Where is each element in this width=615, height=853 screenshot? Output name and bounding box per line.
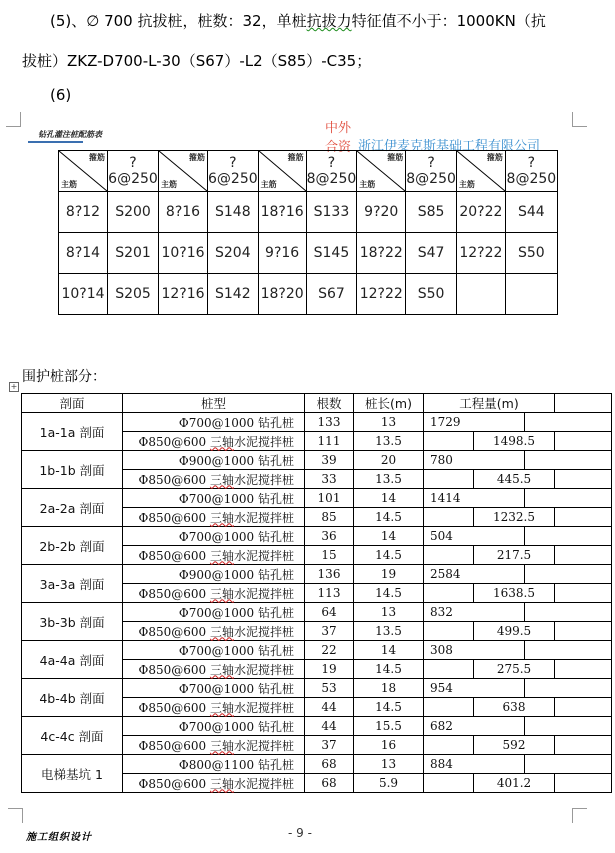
table-row [22, 527, 612, 546]
paragraph-5-text-a: (5)、∅ 700 抗拔桩，桩数：32，单桩 [50, 12, 307, 30]
length-cell: 5.9 [354, 774, 424, 793]
length-cell: 13.5 [354, 432, 424, 451]
quantity-cell: 884 [424, 755, 525, 774]
rebar-cell: S47 [406, 233, 457, 274]
pile-type-text: Φ850@600 [138, 510, 210, 525]
pile-type-cell [123, 508, 305, 527]
rebar-table [58, 150, 558, 315]
heading-underline [28, 141, 83, 143]
watermark-company: 浙江伊麦克斯基础工程有限公司 [358, 139, 541, 154]
quantity-cell [424, 470, 474, 489]
count-cell: 133 [305, 413, 354, 432]
pile-type-cell [123, 698, 305, 717]
count-cell: 53 [305, 679, 354, 698]
footer-left-text: 施工组织设计 [26, 832, 92, 843]
diag-bottom-label: 主筋 [359, 180, 376, 189]
pile-type-text: 三轴 [209, 662, 234, 677]
quantity-cell-blank [555, 736, 612, 755]
quantity-cell [424, 660, 474, 679]
rebar-cell: 18?20 [258, 274, 306, 315]
quantity-cell: 832 [424, 603, 525, 622]
pile-type-text: Φ850@600 [138, 548, 210, 563]
length-cell: 14.5 [354, 584, 424, 603]
quantity-cell [525, 603, 612, 622]
pile-type-cell: Φ800@1100 钻孔桩 [123, 755, 305, 774]
rebar-cell: 12?22 [456, 233, 505, 274]
pile-type-cell: Φ700@1000 钻孔桩 [123, 527, 305, 546]
rebar-cell: S50 [505, 233, 557, 274]
rebar-row [59, 274, 558, 315]
quantity-cell: 504 [424, 527, 525, 546]
count-cell: 22 [305, 641, 354, 660]
rebar-cell: 18?16 [258, 192, 306, 233]
paragraph-6-label: (6) [50, 86, 72, 104]
stirrup-cell: ?6@250 [108, 151, 159, 192]
quantity-cell: 2584 [424, 565, 525, 584]
pile-type-text: 水泥搅拌桩 [233, 472, 294, 487]
table-move-handle-icon[interactable]: + [10, 382, 18, 391]
pile-type-text: 三轴 [209, 586, 234, 601]
table-row [22, 603, 612, 622]
count-cell: 85 [305, 508, 354, 527]
crop-mark-top-right [572, 112, 587, 127]
diag-top-label: 箍筋 [486, 153, 503, 162]
table-row [22, 717, 612, 736]
diag-top-label: 箍筋 [387, 153, 404, 162]
length-cell: 13 [354, 413, 424, 432]
rebar-cell: S148 [208, 192, 259, 233]
stirrup-cell: ?8@250 [505, 151, 557, 192]
rebar-cell: S201 [108, 233, 159, 274]
table-row [22, 489, 612, 508]
count-cell: 36 [305, 527, 354, 546]
count-cell: 101 [305, 489, 354, 508]
crop-mark-bottom-right [572, 808, 587, 823]
quantity-cell [525, 565, 612, 584]
section-title: 围护桩部分： [22, 369, 106, 385]
diag-bottom-label: 主筋 [61, 180, 77, 189]
quantity-cell: 308 [424, 641, 525, 660]
pile-type-cell [123, 736, 305, 755]
rebar-cell [456, 274, 505, 315]
diag-top-label: 箍筋 [287, 153, 304, 162]
quantity-cell [525, 679, 612, 698]
quantity-cell [424, 584, 474, 603]
watermark-label-1: 中外 [325, 121, 352, 136]
rebar-cell [505, 274, 557, 315]
length-cell: 14.5 [354, 508, 424, 527]
pile-table [21, 393, 612, 793]
section-cell: 4b-4b 剖面 [22, 679, 123, 717]
header-length: 桩长(m) [354, 394, 424, 413]
quantity-cell [525, 451, 612, 470]
length-cell: 13 [354, 603, 424, 622]
quantity-cell [525, 489, 612, 508]
quantity-cell: 954 [424, 679, 525, 698]
quantity-cell: 780 [424, 451, 525, 470]
rebar-cell: S200 [108, 192, 159, 233]
rebar-cell: 10?14 [59, 274, 108, 315]
quantity-cell-blank [555, 584, 612, 603]
length-cell: 19 [354, 565, 424, 584]
count-cell: 64 [305, 603, 354, 622]
length-cell: 13.5 [354, 622, 424, 641]
quantity-cell: 217.5 [474, 546, 555, 565]
section-cell: 1a-1a 剖面 [22, 413, 123, 451]
pile-type-text: 水泥搅拌桩 [233, 700, 294, 715]
pile-type-text: 三轴 [209, 624, 234, 639]
pile-type-cell [123, 584, 305, 603]
rebar-header-row [59, 151, 558, 192]
quantity-cell: 401.2 [474, 774, 555, 793]
length-cell: 13.5 [354, 470, 424, 489]
diag-bottom-label: 主筋 [161, 180, 177, 189]
rebar-cell: S67 [306, 274, 357, 315]
count-cell: 68 [305, 774, 354, 793]
quantity-cell [424, 774, 474, 793]
pile-type-cell: Φ700@1000 钻孔桩 [123, 489, 305, 508]
pile-type-cell: Φ900@1000 钻孔桩 [123, 565, 305, 584]
diag-cell [357, 151, 406, 192]
quantity-cell [424, 736, 474, 755]
rebar-cell: 9?20 [357, 192, 406, 233]
rebar-cell: 12?16 [159, 274, 208, 315]
stirrup-cell: ?8@250 [406, 151, 457, 192]
pile-type-text: 三轴 [209, 738, 234, 753]
count-cell: 15 [305, 546, 354, 565]
diag-cell [59, 151, 108, 192]
quantity-cell [525, 755, 612, 774]
section-cell: 电梯基坑 1 [22, 755, 123, 793]
length-cell: 14.5 [354, 660, 424, 679]
paragraph-5-line2: 拔桩）ZKZ-D700-L-30（S67）-L2（S85）-C35； [22, 52, 372, 70]
length-cell: 20 [354, 451, 424, 470]
quantity-cell: 682 [424, 717, 525, 736]
rebar-cell: S44 [505, 192, 557, 233]
pile-type-text: Φ850@600 [138, 434, 210, 449]
rebar-cell: S145 [306, 233, 357, 274]
pile-type-cell: Φ700@1000 钻孔桩 [123, 603, 305, 622]
header-blank [555, 394, 612, 413]
rebar-cell: S142 [208, 274, 259, 315]
section-cell: 3b-3b 剖面 [22, 603, 123, 641]
pile-type-cell: Φ700@1000 钻孔桩 [123, 717, 305, 736]
quantity-cell: 445.5 [474, 470, 555, 489]
quantity-cell: 499.5 [474, 622, 555, 641]
table-row [22, 755, 612, 774]
section-cell: 1b-1b 剖面 [22, 451, 123, 489]
pile-type-text: Φ850@600 [138, 586, 210, 601]
quantity-cell [424, 622, 474, 641]
quantity-cell-blank [555, 774, 612, 793]
count-cell: 68 [305, 755, 354, 774]
quantity-cell [525, 527, 612, 546]
header-count: 根数 [305, 394, 354, 413]
pile-type-cell [123, 660, 305, 679]
quantity-cell-blank [555, 622, 612, 641]
watermark-label-2: 合资 [325, 140, 352, 155]
count-cell: 19 [305, 660, 354, 679]
quantity-cell: 592 [474, 736, 555, 755]
paragraph-5-text-b: 抗拔力 [306, 12, 352, 30]
pile-type-text: 三轴 [209, 776, 234, 791]
pile-type-cell: Φ700@1000 钻孔桩 [123, 413, 305, 432]
diag-top-label: 箍筋 [189, 153, 205, 162]
pile-type-cell: Φ700@1000 钻孔桩 [123, 641, 305, 660]
length-cell: 14.5 [354, 698, 424, 717]
count-cell: 136 [305, 565, 354, 584]
section-cell: 3a-3a 剖面 [22, 565, 123, 603]
length-cell: 14 [354, 527, 424, 546]
rebar-cell: 8?16 [159, 192, 208, 233]
quantity-cell [525, 413, 612, 432]
rebar-cell: S205 [108, 274, 159, 315]
rebar-cell: 8?14 [59, 233, 108, 274]
pile-type-text: 水泥搅拌桩 [233, 548, 294, 563]
header-section: 剖面 [22, 394, 123, 413]
quantity-cell: 1729 [424, 413, 525, 432]
rebar-cell: 20?22 [456, 192, 505, 233]
stirrup-cell: ?6@250 [208, 151, 259, 192]
count-cell: 37 [305, 736, 354, 755]
pile-type-text: 水泥搅拌桩 [233, 662, 294, 677]
paragraph-5-text-c: 特征值不小于：1000KN（抗 [351, 12, 546, 30]
pile-type-text: Φ850@600 [138, 738, 210, 753]
quantity-cell: 1638.5 [474, 584, 555, 603]
length-cell: 16 [354, 736, 424, 755]
quantity-cell: 1232.5 [474, 508, 555, 527]
length-cell: 13 [354, 755, 424, 774]
stirrup-cell: ?8@250 [306, 151, 357, 192]
quantity-cell [525, 641, 612, 660]
pile-type-text: 水泥搅拌桩 [233, 738, 294, 753]
quantity-cell [424, 432, 474, 451]
pile-type-text: Φ850@600 [138, 624, 210, 639]
quantity-cell [424, 508, 474, 527]
pile-type-text: Φ850@600 [138, 700, 210, 715]
table-row [22, 641, 612, 660]
count-cell: 111 [305, 432, 354, 451]
diag-top-label: 箍筋 [89, 153, 105, 162]
rebar-cell: 9?16 [258, 233, 306, 274]
quantity-cell-blank [555, 546, 612, 565]
count-cell: 37 [305, 622, 354, 641]
count-cell: 44 [305, 717, 354, 736]
pile-type-text: 水泥搅拌桩 [233, 776, 294, 791]
quantity-cell-blank [555, 508, 612, 527]
table-row [22, 565, 612, 584]
pile-type-text: 水泥搅拌桩 [233, 624, 294, 639]
quantity-cell: 275.5 [474, 660, 555, 679]
quantity-cell [424, 698, 474, 717]
pile-type-text: Φ850@600 [138, 472, 210, 487]
rebar-row [59, 233, 558, 274]
header-type: 桩型 [123, 394, 305, 413]
header-quantity: 工程量(m) [424, 394, 555, 413]
quantity-cell-blank [555, 698, 612, 717]
table-row [22, 413, 612, 432]
quantity-cell-blank [555, 432, 612, 451]
quantity-cell [424, 546, 474, 565]
rebar-cell: 18?22 [357, 233, 406, 274]
paragraph-5-line1 [50, 10, 546, 31]
rebar-cell: S85 [406, 192, 457, 233]
length-cell: 15.5 [354, 717, 424, 736]
pile-type-text: 三轴 [209, 700, 234, 715]
table-row [22, 451, 612, 470]
quantity-cell-blank [555, 470, 612, 489]
rebar-row [59, 192, 558, 233]
pile-type-text: 水泥搅拌桩 [233, 434, 294, 449]
length-cell: 14 [354, 489, 424, 508]
length-cell: 14 [354, 641, 424, 660]
quantity-cell: 1414 [424, 489, 525, 508]
pile-type-cell [123, 470, 305, 489]
footer-page-number: - 9 - [288, 826, 312, 840]
pile-type-cell [123, 432, 305, 451]
pile-type-text: 水泥搅拌桩 [233, 586, 294, 601]
quantity-cell: 1498.5 [474, 432, 555, 451]
pile-type-text: 三轴 [209, 548, 234, 563]
length-cell: 18 [354, 679, 424, 698]
section-cell: 4a-4a 剖面 [22, 641, 123, 679]
count-cell: 44 [305, 698, 354, 717]
pile-header-row [22, 394, 612, 413]
crop-mark-bottom-left [8, 808, 23, 823]
pile-type-text: Φ850@600 [138, 776, 210, 791]
small-heading: 钻孔灌注桩配筋表 [38, 130, 102, 139]
diag-cell [159, 151, 208, 192]
pile-type-cell: Φ900@1000 钻孔桩 [123, 451, 305, 470]
rebar-cell: 12?22 [357, 274, 406, 315]
diag-bottom-label: 主筋 [458, 180, 475, 189]
pile-type-text: 三轴 [209, 472, 234, 487]
quantity-cell: 638 [474, 698, 555, 717]
section-cell: 2b-2b 剖面 [22, 527, 123, 565]
pile-type-cell: Φ700@1000 钻孔桩 [123, 679, 305, 698]
quantity-cell-blank [555, 660, 612, 679]
section-cell: 4c-4c 剖面 [22, 717, 123, 755]
section-cell: 2a-2a 剖面 [22, 489, 123, 527]
table-row [22, 679, 612, 698]
rebar-cell: 8?12 [59, 192, 108, 233]
diag-bottom-label: 主筋 [260, 180, 277, 189]
pile-type-cell [123, 774, 305, 793]
crop-mark-top-left [6, 112, 21, 127]
pile-type-text: 水泥搅拌桩 [233, 510, 294, 525]
pile-type-text: 三轴 [209, 510, 234, 525]
quantity-cell [525, 717, 612, 736]
rebar-cell: S50 [406, 274, 457, 315]
diag-cell [258, 151, 306, 192]
count-cell: 39 [305, 451, 354, 470]
rebar-cell: S133 [306, 192, 357, 233]
pile-type-text: 三轴 [209, 434, 234, 449]
rebar-cell: S204 [208, 233, 259, 274]
diag-cell [456, 151, 505, 192]
pile-type-text: Φ850@600 [138, 662, 210, 677]
pile-type-cell [123, 622, 305, 641]
count-cell: 33 [305, 470, 354, 489]
pile-type-cell [123, 546, 305, 565]
rebar-cell: 10?16 [159, 233, 208, 274]
count-cell: 113 [305, 584, 354, 603]
length-cell: 14.5 [354, 546, 424, 565]
